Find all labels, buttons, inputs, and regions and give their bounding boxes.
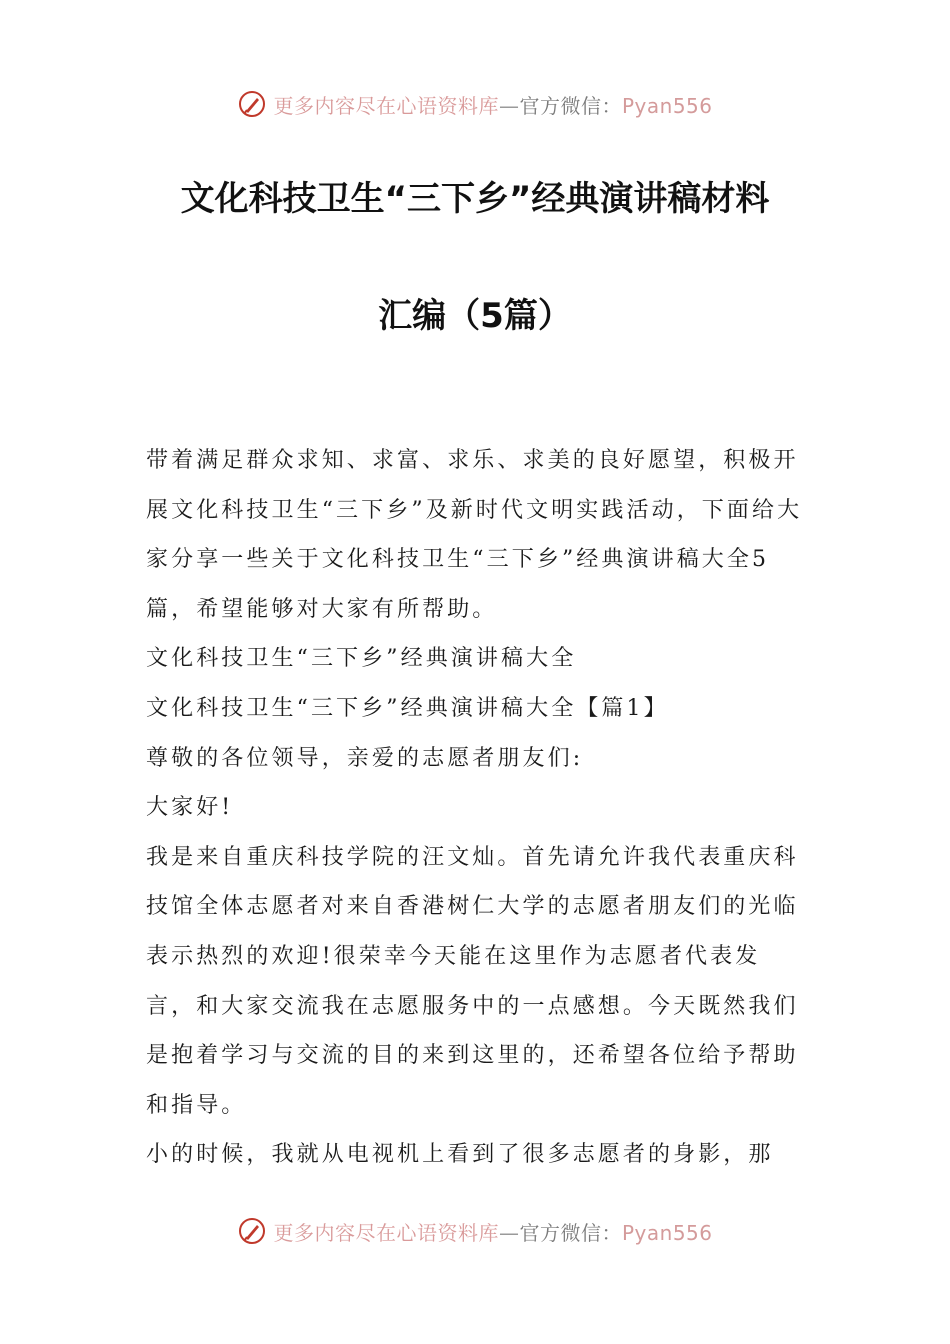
paragraph-intro: 带着满足群众求知、求富、求乐、求美的良好愿望，积极开展文化科技卫生“三下乡”及新时代文明实践活动，下面给大家分享一些关于文化科技卫生“三下乡”经典演讲稿大全5篇，希望能够对大家有所帮助。	[146, 448, 803, 622]
banner-separator: —	[498, 93, 520, 118]
banner-label: 官方微信：	[519, 1220, 622, 1245]
banner-label: 官方微信：	[519, 93, 622, 118]
document-title-line-2: 汇编（5篇）	[378, 296, 572, 336]
header-banner	[0, 84, 950, 124]
footer-banner	[0, 1211, 950, 1251]
banner-brand: 更多内容尽在心语资料库	[273, 93, 499, 118]
paragraph-salutation: 尊敬的各位领导，亲爱的志愿者朋友们:	[146, 745, 584, 771]
paragraph-introduction: 我是来自重庆科技学院的汪文灿。首先请允许我代表重庆科技馆全体志愿者对来自香港树仁大学的志愿者朋友们的光临表示热烈的欢迎!很荣幸今天能在这里作为志愿者代表发言，和大家交流我在志愿服务中的一点感想。今天既然我们是抱着学习与交流的目的来到这里的，还希望各位给予帮助和指导。	[146, 844, 799, 1118]
banner-wechat-id: Pyan556	[621, 93, 713, 118]
banner-text	[273, 1217, 712, 1246]
banner-wechat-id: Pyan556	[621, 1220, 713, 1245]
document-body	[146, 436, 806, 1180]
paragraph-heading: 文化科技卫生“三下乡”经典演讲稿大全	[146, 646, 577, 672]
quill-pen-logo-icon	[237, 1216, 267, 1246]
paragraph-continued: 小的时候，我就从电视机上看到了很多志愿者的身影，那	[146, 1142, 774, 1168]
paragraph-greeting: 大家好!	[146, 795, 234, 821]
banner-separator: —	[498, 1220, 520, 1245]
quill-pen-logo-icon	[237, 89, 267, 119]
document-title-line-1: 文化科技卫生“三下乡”经典演讲稿材料	[180, 179, 770, 219]
banner-brand: 更多内容尽在心语资料库	[273, 1220, 499, 1245]
banner-text	[273, 90, 712, 119]
paragraph-section-title: 文化科技卫生“三下乡”经典演讲稿大全【篇1】	[146, 695, 669, 721]
